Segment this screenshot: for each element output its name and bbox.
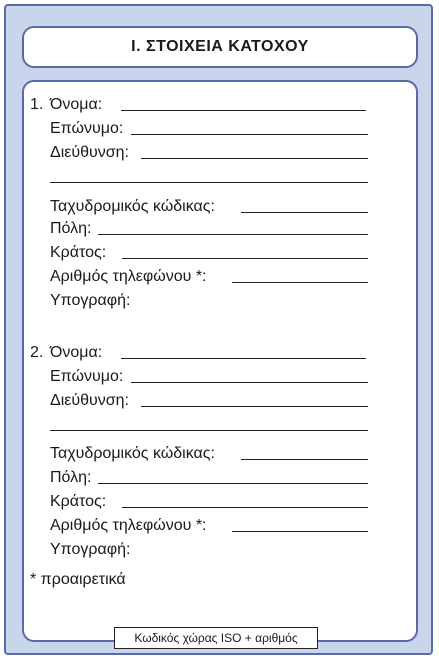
country-code-label-box: Κωδικός χώρας ISO + αριθμός	[114, 627, 318, 649]
holder-2-address-field[interactable]	[141, 406, 368, 407]
holder-2-postal-code-field[interactable]	[241, 459, 368, 460]
holder-1-surname-label: Επώνυμο:	[50, 120, 124, 137]
holder-2-signature-label: Υπογραφή:	[50, 541, 131, 558]
holder-2-country-field[interactable]	[122, 507, 368, 508]
holder-1-name-field[interactable]	[121, 110, 366, 111]
holder-1-city-label: Πόλη:	[50, 220, 92, 237]
holder-1-address-field[interactable]	[141, 158, 368, 159]
holder-2-city-field[interactable]	[98, 483, 368, 484]
holder-1-city-field[interactable]	[98, 234, 368, 235]
holder-2-surname-label: Επώνυμο:	[50, 368, 124, 385]
holder-1-phone-field[interactable]	[232, 282, 368, 283]
holder-2-phone-label: Αριθμός τηλεφώνου *:	[50, 517, 207, 534]
holder-2-name-label: Όνομα:	[50, 344, 103, 361]
holder-1-postal-code-field[interactable]	[241, 212, 368, 213]
holder-2-postal-code-label: Ταχυδρομικός κώδικας:	[50, 445, 215, 462]
holder-2-city-label: Πόλη:	[50, 469, 92, 486]
holder-2-surname-field[interactable]	[131, 382, 368, 383]
optional-note: * προαιρετικά	[30, 571, 126, 588]
holder-2-number: 2.	[30, 344, 44, 361]
holder-1-phone-label: Αριθμός τηλεφώνου *:	[50, 268, 207, 285]
holder-2-address-line-2[interactable]	[50, 430, 368, 431]
holder-1-number: 1.	[30, 96, 44, 113]
holder-2-country-label: Κράτος:	[50, 493, 107, 510]
holder-1-country-field[interactable]	[122, 258, 368, 259]
holder-2-name-field[interactable]	[121, 358, 366, 359]
holder-2-address-label: Διεύθυνση:	[50, 392, 129, 409]
holder-1-surname-field[interactable]	[131, 134, 368, 135]
holder-1-name-label: Όνομα:	[50, 96, 103, 113]
holder-1-signature-label: Υπογραφή:	[50, 292, 131, 309]
holder-1-address-label: Διεύθυνση:	[50, 144, 129, 161]
section-title-box	[22, 26, 418, 68]
holder-1-address-line-2[interactable]	[50, 182, 368, 183]
holder-1-country-label: Κράτος:	[50, 244, 107, 261]
holder-2-phone-field[interactable]	[232, 531, 368, 532]
holder-1-postal-code-label: Ταχυδρομικός κώδικας:	[50, 198, 215, 215]
section-title: Ι. ΣΤΟΙΧΕΙΑ ΚΑΤΟΧΟΥ	[131, 38, 309, 55]
